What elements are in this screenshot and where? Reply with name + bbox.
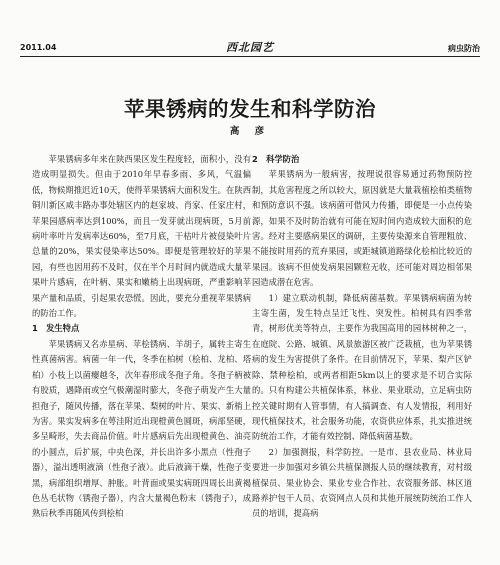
intro-paragraph: 苹果锈病多年来在陕西果区发生程度轻，面积小，没有造成明显损失。但由于2010年早春多雨、多风，气温偏低，物候期推迟近10天，使得苹果锈病大面积发生。在陕西铜川新区咸丰路办事处辖区内的赵家坡、肖家、任家庄村，苹果园感病率达到100%，而且一发芽就出现病斑，5月前病叶率叶片发病率达60%，至7月底，干枯叶片被侵染叶片总量的20%，果实侵染率达50%。即便是管理较好的苹果园，有些也因用药不及时，仅在半个月时间内就造成大量苹果叶片感病，在叶柄、果实和嫩梢上出现病斑，严重影响苹果产量和品质，引起果农恐慌。因此，要充分重视苹果锈病的防治工作。: [32, 154, 251, 319]
section-name: 病虫防治: [448, 44, 480, 53]
linkage-paragraph: 1）建立联动机制，降低病菌基数。苹果锈病病菌为转主寄生菌，发生特点呈迁飞性、突发性。柏树具有四季常青，树形优美等特点，主要作为我国高用的园林树种之一，在庭院、公路、城镇、风景旅游区被广泛栽植，也为苹果锈病的发生为害提供了条件。在目前情况下，苹果、梨产区铲除、禁种桧柏，或两者相距5km以上的要求是不切合实际的。只有构建公共植保体系，林业、果业联动，立足病虫防控关键时期有人管事情，有人搞调查、有人发情报，利用好现代植保技术，社会服务功能，农资供应体系，扎实推进统防统治工作，才能有效控制、降低病菌基数。: [252, 292, 472, 442]
left-column: [32, 152, 251, 522]
control-intro-paragraph: 苹果锈病为一般病害，按理说很容易通过药物预防控制，其危害程度之所以较大，原因就是大量栽植桧柏类植物和预防意识不强。该病菌可借风力传播，即便是一小点传染源，如果不及时防治就有可能在短时间内造成较大面积的危害。经对主要感病果区的调研，主要传染源来自管理粗放、不能按时用药的荒弃果园，或距城镇道路绿化桧柏比较近的果园。该病不但使发病果园颗粒无收，还可能对周边相邻果园造成潜在危害。: [252, 169, 472, 288]
article-author: 高 彦: [229, 126, 271, 137]
right-column: [252, 152, 472, 522]
page-header: [20, 38, 480, 57]
article-title: 苹果锈病的发生和科学防治: [124, 97, 376, 121]
monitoring-paragraph: 2）加强测报，科学防控。一是市、县农业局、林业局要进一步加强对乡镇公共植保测报人员的继续教育，对村级植保员、果业协会、果业专业合作社、农资服务部、林区道路养护包干人员、农资网点人员和其他开展统防统治工作人员的培训，提高病: [252, 446, 472, 519]
section-heading-1: 1 发生特点: [32, 323, 80, 334]
occurrence-paragraph: 苹果锈病又名赤星病、苹桧锈病、羊胡子，属转主寄生性真菌病害。病菌一年一代，冬季在柏树（桧柏、龙柏、塔柏）小枝上以菌瘿越冬，次年春形成冬孢子角。冬孢子柄被有胶质，遇降雨或空气极潮湿时膨大，冬孢子萌发产生大量担孢子，随风传播，落在苹果、梨树的叶片、果实、新梢上为害。果实发病多在萼洼附近出现橙黄色圆斑，病部坚硬，多呈畸形，失去商品价值。叶片感病后先出现橙黄色、油亮的小圆点，后扩展，中央色深，并长出许多小黑点（性孢子器），溢出透明液滴（性孢子液）。此后液滴干燥，性孢子变黑，病部组织增厚、肿胀。叶背面或果实病斑四周长出黄褐色丛毛状物（锈孢子器），内含大量褐色粉末（锈孢子），成熟后秋季再随风传到桧柏: [32, 338, 251, 519]
section-heading-2: 2 科学防治: [252, 154, 300, 164]
issue-date: 2011.04: [20, 43, 57, 52]
journal-name: 西北园艺: [226, 41, 274, 54]
